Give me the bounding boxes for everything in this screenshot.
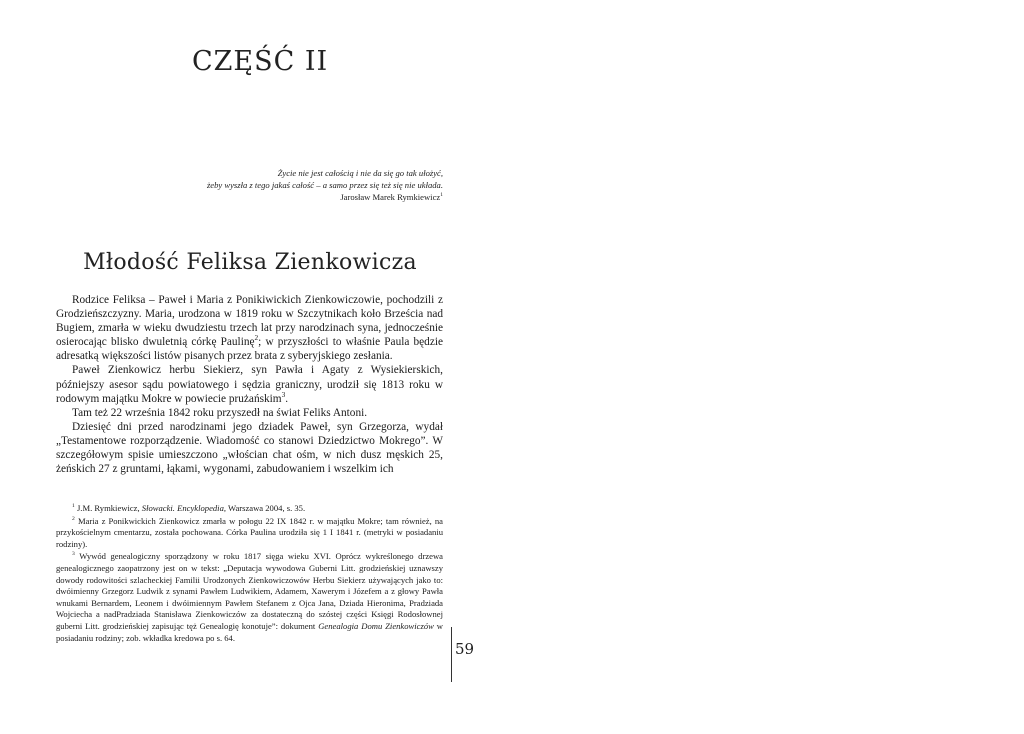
footnote-text: J.M. Rymkiewicz, — [76, 503, 142, 513]
chapter-title: Młodość Feliksa Zienkowicza — [83, 250, 417, 275]
footnote-title-italic: Genealogia Domu Zienkowiczów — [318, 620, 434, 631]
footnote-ref-3: 3 — [281, 389, 286, 399]
footnote-ref-1: 1 — [440, 192, 443, 199]
epigraph-line-2: żeby wyszła z tego jakaś całość – a samo przez się też się nie układa. — [206, 180, 443, 190]
epigraph — [140, 167, 443, 203]
footnote-number: 1 — [72, 503, 75, 510]
footnote-2 — [56, 516, 443, 551]
paragraph — [56, 293, 443, 363]
footnote-ref-2: 2 — [254, 333, 259, 343]
epigraph-author-name: Jarosław Marek Rymkiewicz — [340, 192, 441, 202]
paragraph — [56, 420, 443, 476]
footnote-text: Maria z Ponikwickich Zienkowicz zmarła w połogu 22 IX 1842 r. w majątku Mokre; tam również, na przykościelnym cmentarzu, została pochowana. Córka Paulina urodziła się 1 I 1841 r. (metryki w posiadaniu rodziny). — [56, 515, 443, 549]
paragraph-text: ; w przyszłości to właśnie Paula będzie adresatką większości listów pisanych przez brata z syberyjskiego zesłania. — [56, 336, 443, 363]
epigraph-author — [140, 191, 443, 203]
paragraph-text: Dziesięć dni przed narodzinami jego dziadek Paweł, syn Grzegorza, wydał „Testamentowe rozporządzenie. Wiadomość co stanowi Dziedzictwo Mokrego”. W szczegółowym spisie umieszczono „włościan chat ośm, w nich dusz męskich 25, żeńskich 27 z gruntami, łąkami, wygonami, zabudowaniem i wszelkim ich — [56, 420, 443, 476]
footnote-title-italic: Słowacki. Encyklopedia — [141, 503, 224, 513]
part-title: CZĘŚĆ II — [192, 46, 329, 77]
paragraph-text: Paweł Zienkowicz herbu Siekierz, syn Pawła i Agaty z Wysiekierskich, późniejszy asesor sądu powiatowego i sędzia graniczny, urodził się 1813 roku w rodowym majątku Mokre w powiecie prużańskim — [56, 364, 443, 405]
footnote-3 — [56, 551, 443, 644]
footnote-number: 2 — [72, 515, 75, 522]
footnote-number: 3 — [72, 551, 75, 558]
epigraph-line-1: Życie nie jest całością i nie da się go tak ułożyć, — [277, 168, 443, 178]
paragraph-text: . — [285, 392, 289, 405]
paragraph-text: Rodzice Feliksa – Paweł i Maria z Ponikiwickich Zienkowiczowie, pochodzili z Grodzieńszczyzny. Maria, urodzona w 1819 roku w Szczytnikach koło Brześcia nad Bugiem, zmarła w wieku dwudziestu trzech lat przy narodzinach syna, jednocześnie osierocając blisko dwuletnią córkę Paulinę — [56, 294, 443, 349]
page-number-rule — [451, 627, 452, 682]
footnotes — [56, 503, 443, 645]
footnote-1 — [56, 503, 443, 515]
footnote-text: Wywód genealogiczny sporządzony w roku 1817 sięga wieku XVI. Oprócz wykreślonego drzewa genealogicznego zaopatrzony jest on w tekst: „Deputacja wywodowa Guberni Litt. grodzieńskiej uznawszy dowody rodowitości szlacheckiej Familii Urodzonych Zienkowiczowów Herbu Siekierz używających jako to: dwóimienny Grzegorz Ludwik z synami Pawłem Ludwikiem, Adamem, Xawerym i Józefem a z głowy Pawła wnukami Bernardem, Leonem i dwóimiennym Pawłem Stefanem z Ojca Jana, Dziada Hieronima, Pradziada Wojciecha a nadPradziada Stanisława Zienkowiczów za dostateczną do szóstej części Księgi Rodosłownej guberni Litt. grodzieńskiej zapisując tęż Genealogię konotuje”: dokument — [56, 551, 443, 631]
paragraph — [56, 363, 443, 405]
paragraph — [56, 406, 443, 420]
page-number: 59 — [455, 640, 475, 658]
paragraph-text: Tam też 22 września 1842 roku przyszedł na świat Feliks Antoni. — [72, 406, 368, 419]
footnote-text: w posiadaniu rodziny; zob. wkładka kredowa po s. 64. — [56, 620, 443, 643]
footnote-text: , Warszawa 2004, s. 35. — [223, 503, 306, 513]
body-text — [56, 293, 443, 476]
